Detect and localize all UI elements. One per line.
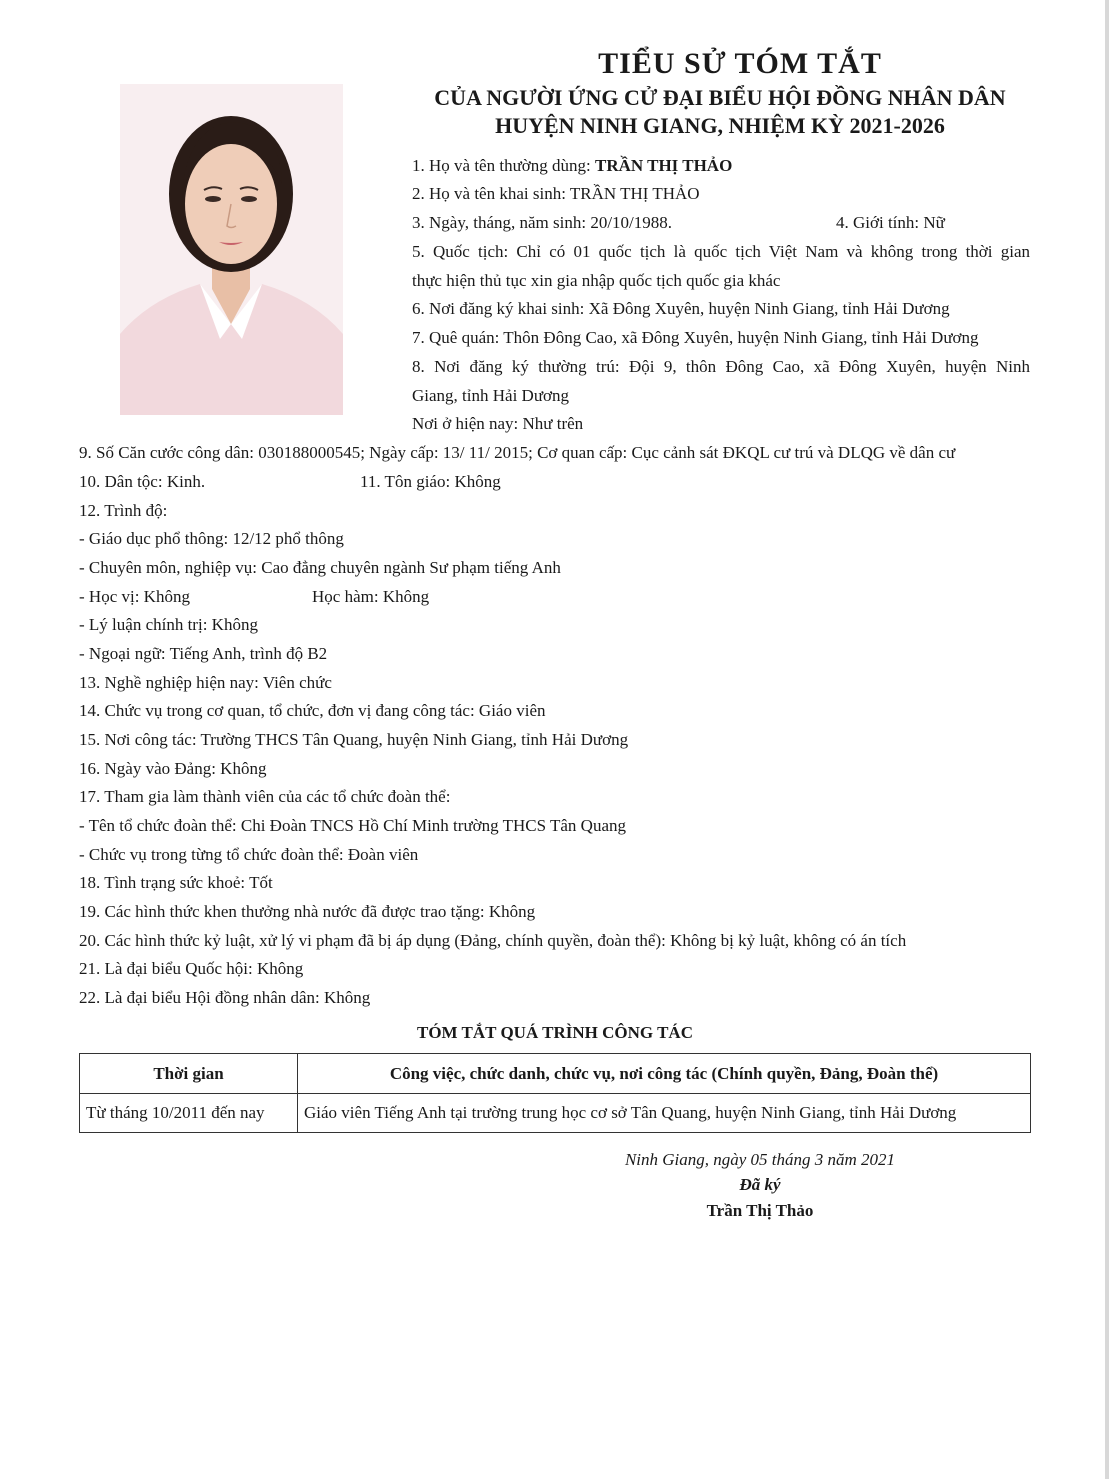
info-line-12d: - Lý luận chính trị: Không: [79, 615, 258, 634]
signature-place-date: Ninh Giang, ngày 05 tháng 3 năm 2021: [624, 1150, 896, 1169]
info-line-22: 22. Là đại biểu Hội đồng nhân dân: Không: [79, 988, 371, 1007]
info-line-15: 15. Nơi công tác: Trường THCS Tân Quang, huyện Ninh Giang, tỉnh Hải Dương: [79, 730, 629, 749]
info-line-5b: thực hiện thủ tục xin gia nhập quốc tịch quốc gia khác: [412, 271, 781, 290]
info-line-18: 18. Tình trạng sức khoẻ: Tốt: [79, 873, 273, 892]
info-line-7: 7. Quê quán: Thôn Đông Cao, xã Đông Xuyên, huyện Ninh Giang, tỉnh Hải Dương: [412, 328, 979, 347]
document-subtitle: CỦA NGƯỜI ỨNG CỬ ĐẠI BIỂU HỘI ĐỒNG NHÂN DÂN: [434, 85, 1006, 110]
common-name-value: TRẦN THỊ THẢO: [595, 156, 733, 175]
info-line-12c-degree: - Học vị: Không: [79, 587, 190, 606]
column-header-time: Thời gian: [80, 1054, 298, 1094]
info-line-12a: - Giáo dục phổ thông: 12/12 phổ thông: [79, 529, 344, 548]
info-line-8a: 8. Nơi đăng ký thường trú: Đội 9, thôn Đông Cao, xã Đông Xuyên, huyện Ninh: [412, 357, 1030, 376]
info-line-8c: Nơi ở hiện nay: Như trên: [412, 414, 584, 433]
info-line-10: 10. Dân tộc: Kinh.: [79, 472, 206, 491]
info-line-5a: 5. Quốc tịch: Chỉ có 01 quốc tịch là quốc tịch Việt Nam và không trong thời gian: [412, 242, 1030, 261]
info-line-11: 11. Tôn giáo: Không: [360, 472, 501, 491]
info-line-12e: - Ngoại ngữ: Tiếng Anh, trình độ B2: [79, 644, 328, 663]
info-line-8b: Giang, tỉnh Hải Dương: [412, 386, 570, 405]
signature-signed-note: Đã ký: [739, 1175, 781, 1194]
info-line-12c-title: Học hàm: Không: [312, 587, 430, 606]
info-line-9: 9. Số Căn cước công dân: 030188000545; Ngày cấp: 13/ 11/ 2015; Cơ quan cấp: Cục cảnh sát ĐKQL cư trú và DLQG về dân cư: [79, 443, 956, 462]
info-line-17b: - Chức vụ trong từng tổ chức đoàn thể: Đoàn viên: [79, 845, 419, 864]
table-header-row: [80, 1054, 1031, 1094]
document-subtitle-term: HUYỆN NINH GIANG, NHIỆM KỲ 2021-2026: [495, 113, 945, 138]
page-edge: [1105, 0, 1109, 1479]
candidate-portrait-photo: [120, 84, 343, 415]
info-line-3: 3. Ngày, tháng, năm sinh: 20/10/1988.: [412, 213, 673, 232]
info-line-6: 6. Nơi đăng ký khai sinh: Xã Đông Xuyên, huyện Ninh Giang, tỉnh Hải Dương: [412, 299, 950, 318]
info-line-16: 16. Ngày vào Đảng: Không: [79, 759, 267, 778]
info-line-1: 1. Họ và tên thường dùng: TRẦN THỊ THẢO: [412, 156, 733, 175]
info-line-13: 13. Nghề nghiệp hiện nay: Viên chức: [79, 673, 332, 692]
info-line-20: 20. Các hình thức kỷ luật, xử lý vi phạm đã bị áp dụng (Đảng, chính quyền, đoàn thể): Không bị kỷ luật, không có án tích: [79, 931, 907, 950]
info-line-14: 14. Chức vụ trong cơ quan, tổ chức, đơn vị đang công tác: Giáo viên: [79, 701, 546, 720]
info-line-19: 19. Các hình thức khen thưởng nhà nước đã được trao tặng: Không: [79, 902, 536, 921]
info-line-17a: - Tên tổ chức đoàn thể: Chi Đoàn TNCS Hồ Chí Minh trường THCS Tân Quang: [79, 816, 626, 835]
info-line-21: 21. Là đại biểu Quốc hội: Không: [79, 959, 304, 978]
info-line-12b: - Chuyên môn, nghiệp vụ: Cao đẳng chuyên ngành Sư phạm tiếng Anh: [79, 558, 561, 577]
work-history-title: TÓM TẮT QUÁ TRÌNH CÔNG TÁC: [417, 1023, 693, 1042]
info-line-17: 17. Tham gia làm thành viên của các tổ chức đoàn thể:: [79, 787, 451, 806]
column-header-position: Công việc, chức danh, chức vụ, nơi công tác (Chính quyền, Đảng, Đoàn thể): [298, 1054, 1031, 1094]
info-line-4: 4. Giới tính: Nữ: [836, 213, 945, 232]
document-title: TIỂU SỬ TÓM TẮT: [598, 47, 882, 80]
work-history-table: [79, 1053, 1031, 1133]
signature-name: Trần Thị Thảo: [706, 1201, 814, 1220]
info-line-2: 2. Họ và tên khai sinh: TRẦN THỊ THẢO: [412, 184, 700, 203]
cell-position: Giáo viên Tiếng Anh tại trường trung học cơ sở Tân Quang, huyện Ninh Giang, tỉnh Hải Dương: [298, 1094, 1031, 1133]
table-row: [80, 1094, 1031, 1133]
cell-time: Từ tháng 10/2011 đến nay: [80, 1094, 298, 1133]
info-line-12: 12. Trình độ:: [79, 501, 168, 520]
